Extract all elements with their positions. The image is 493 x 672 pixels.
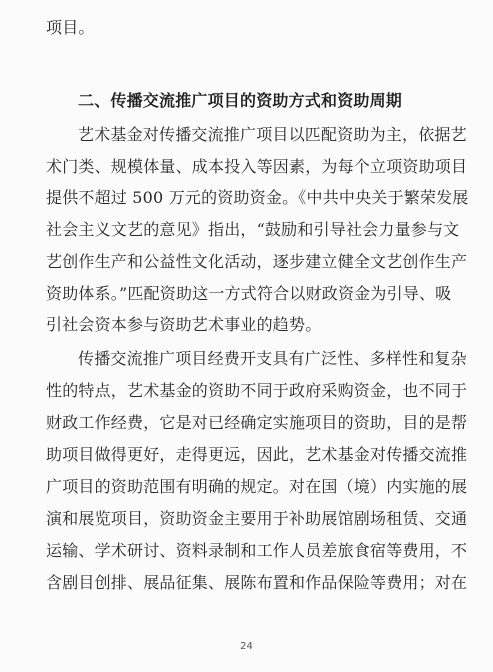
body-line: 含剧目创排、展品征集、展陈布置和作品保险等费用；对在 — [46, 573, 468, 592]
body-line: 财政工作经费，它是对已经确定实施项目的资助，目的是帮 — [46, 413, 468, 432]
body-line: 术门类、规模体量、成本投入等因素，为每个立项资助项目 — [46, 157, 468, 176]
body-line: 引社会资本参与资助艺术事业的趋势。 — [46, 315, 322, 334]
body-line: 传播交流推广项目经费开支具有广泛性、多样性和复杂 — [78, 349, 467, 368]
body-line: 艺创作生产和公益性文化活动，逐步建立健全文艺创作生产 — [46, 252, 468, 271]
body-line: 艺术基金对传播交流推广项目以匹配资助为主，依据艺 — [78, 125, 467, 144]
page-number: 24 — [240, 641, 253, 652]
body-line: 提供不超过 500 万元的资助资金。《中共中央关于繁荣发展 — [46, 188, 469, 207]
body-line: 助项目做得更好，走得更远，因此，艺术基金对传播交流推 — [46, 445, 468, 464]
section-heading: 二、传播交流推广项目的资助方式和资助周期 — [78, 91, 403, 110]
body-line: 资助体系。”匹配资助这一方式符合以财政资金为引导、吸 — [46, 284, 452, 303]
body-line: 广项目的资助范围有明确的规定。对在国（境）内实施的展 — [46, 477, 468, 496]
body-line: 演和展览项目，资助资金主要用于补助展馆剧场租赁、交通 — [46, 509, 468, 528]
body-line: 社会主义文艺的意见》指出，“鼓励和引导社会力量参与文 — [46, 220, 460, 239]
body-line: 运输、学术研讨、资料录制和工作人员差旅食宿等费用，不 — [46, 541, 468, 560]
body-line: 项目。 — [46, 18, 95, 37]
body-line: 性的特点，艺术基金的资助不同于政府采购资金，也不同于 — [46, 381, 468, 400]
